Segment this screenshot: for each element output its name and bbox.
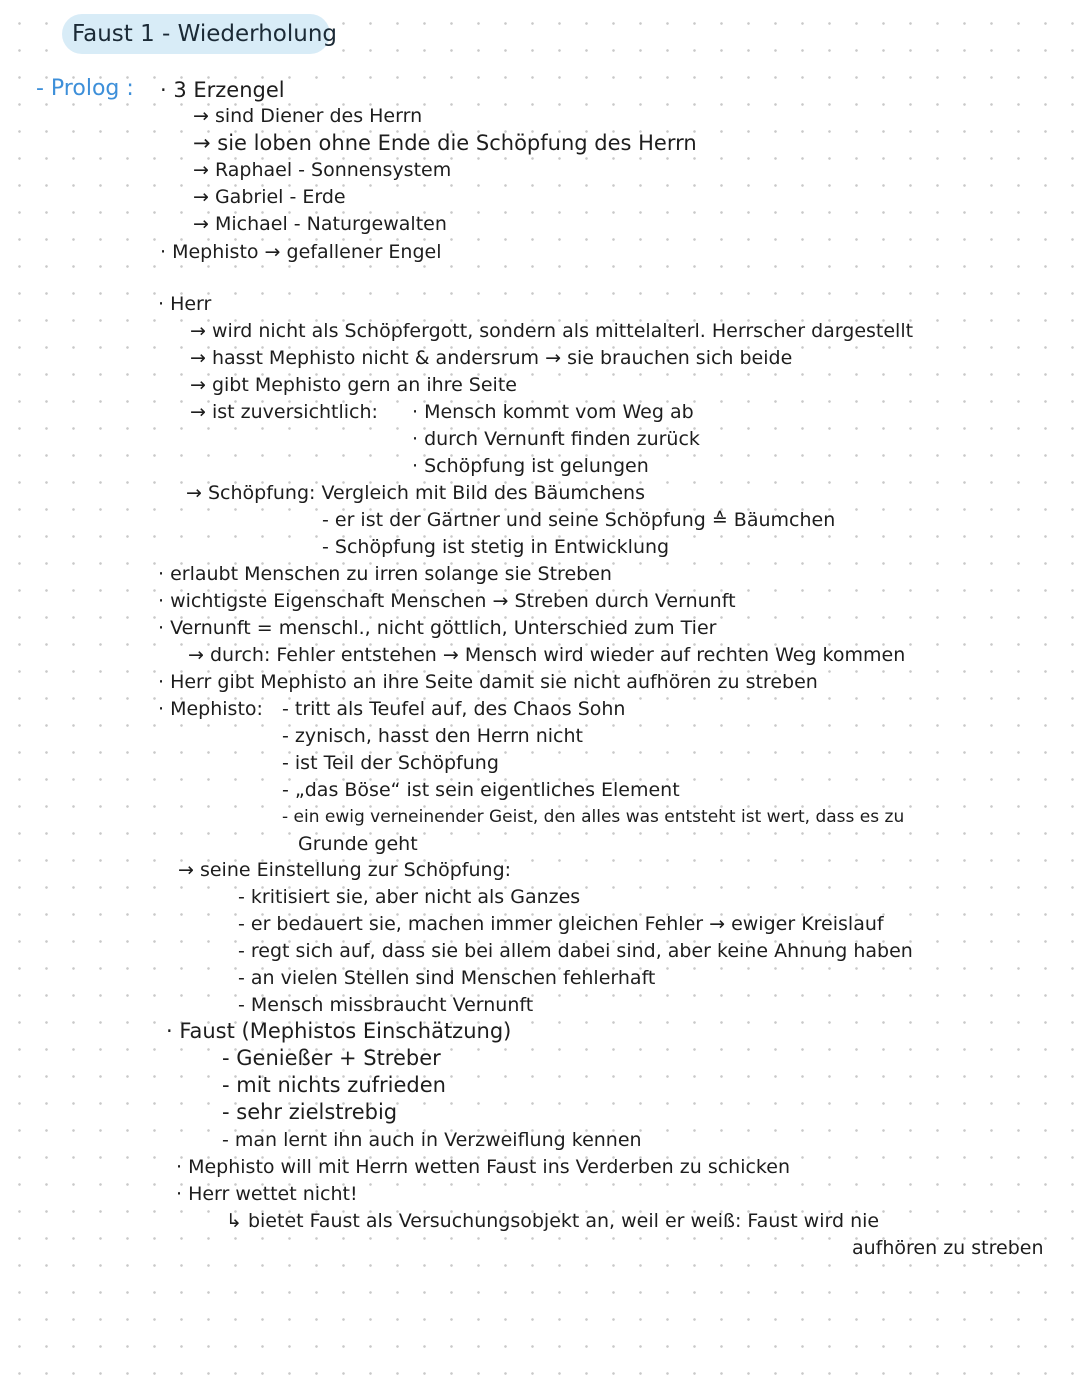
note-line: → ist zuversichtlich: bbox=[190, 401, 378, 423]
note-line: - sehr zielstrebig bbox=[222, 1100, 398, 1124]
note-line: - tritt als Teufel auf, des Chaos Sohn bbox=[282, 698, 626, 720]
note-line: · wichtigste Eigenschaft Menschen → Streben durch Vernunft bbox=[158, 590, 736, 612]
note-line-mephisto-traits: · Mephisto: bbox=[158, 698, 263, 720]
note-line: · Herr gibt Mephisto an ihre Seite damit sie nicht aufhören zu streben bbox=[158, 671, 818, 693]
note-line: - Mensch missbraucht Vernunft bbox=[238, 994, 534, 1016]
note-line: - man lernt ihn auch in Verzweiflung kennen bbox=[222, 1129, 642, 1151]
note-line: Grunde geht bbox=[298, 833, 418, 855]
note-line: → Raphael - Sonnensystem bbox=[193, 159, 452, 181]
note-line: · Schöpfung ist gelungen bbox=[412, 455, 649, 477]
note-line: - ein ewig verneinender Geist, den alles was entsteht ist wert, dass es zu bbox=[282, 807, 905, 827]
note-line: → Schöpfung: Vergleich mit Bild des Bäumchens bbox=[186, 482, 645, 504]
note-line: - er ist der Gärtner und seine Schöpfung ≙ Bäumchen bbox=[322, 509, 836, 531]
note-line: → gibt Mephisto gern an ihre Seite bbox=[190, 374, 517, 396]
note-line-faust: · Faust (Mephistos Einschätzung) bbox=[166, 1019, 512, 1043]
note-line: · Herr wettet nicht! bbox=[176, 1183, 358, 1205]
note-line: → sind Diener des Herrn bbox=[193, 105, 423, 127]
note-line: → durch: Fehler entstehen → Mensch wird wieder auf rechten Weg kommen bbox=[188, 644, 906, 666]
note-line: - ist Teil der Schöpfung bbox=[282, 752, 499, 774]
note-line: · erlaubt Menschen zu irren solange sie Streben bbox=[158, 563, 612, 585]
note-line: → sie loben ohne Ende die Schöpfung des Herrn bbox=[193, 131, 697, 155]
note-line: - er bedauert sie, machen immer gleichen Fehler → ewiger Kreislauf bbox=[238, 913, 884, 935]
note-line: - zynisch, hasst den Herrn nicht bbox=[282, 725, 583, 747]
note-line-erzengel: · 3 Erzengel bbox=[160, 78, 285, 102]
note-line-mephisto: · Mephisto → gefallener Engel bbox=[160, 241, 442, 263]
note-line: - regt sich auf, dass sie bei allem dabei sind, aber keine Ahnung haben bbox=[238, 940, 913, 962]
note-line: aufhören zu streben bbox=[852, 1237, 1044, 1259]
note-line: → wird nicht als Schöpfergott, sondern als mittelalterl. Herrscher dargestellt bbox=[190, 320, 914, 342]
note-line: → seine Einstellung zur Schöpfung: bbox=[178, 859, 512, 881]
note-line: - kritisiert sie, aber nicht als Ganzes bbox=[238, 886, 581, 908]
note-line: - mit nichts zufrieden bbox=[222, 1073, 446, 1097]
page-title: Faust 1 - Wiederholung bbox=[72, 21, 338, 47]
note-line: - an vielen Stellen sind Menschen fehlerhaft bbox=[238, 967, 656, 989]
note-line: - „das Böse“ ist sein eigentliches Element bbox=[282, 779, 680, 801]
note-line: · Mensch kommt vom Weg ab bbox=[412, 401, 694, 423]
note-line: · Mephisto will mit Herrn wetten Faust ins Verderben zu schicken bbox=[176, 1156, 790, 1178]
note-line: → hasst Mephisto nicht & andersrum → sie brauchen sich beide bbox=[190, 347, 793, 369]
note-line: · Vernunft = menschl., nicht göttlich, Unterschied zum Tier bbox=[158, 617, 717, 639]
note-line: · durch Vernunft finden zurück bbox=[412, 428, 700, 450]
note-line: → Michael - Naturgewalten bbox=[193, 213, 447, 235]
note-line: ↳ bietet Faust als Versuchungsobjekt an, weil er weiß: Faust wird nie bbox=[226, 1210, 880, 1232]
note-line: - Genießer + Streber bbox=[222, 1046, 441, 1070]
note-line: - Schöpfung ist stetig in Entwicklung bbox=[322, 536, 670, 558]
section-label-prolog: - Prolog : bbox=[36, 76, 134, 101]
note-line-herr: · Herr bbox=[158, 293, 212, 315]
note-line: → Gabriel - Erde bbox=[193, 186, 346, 208]
